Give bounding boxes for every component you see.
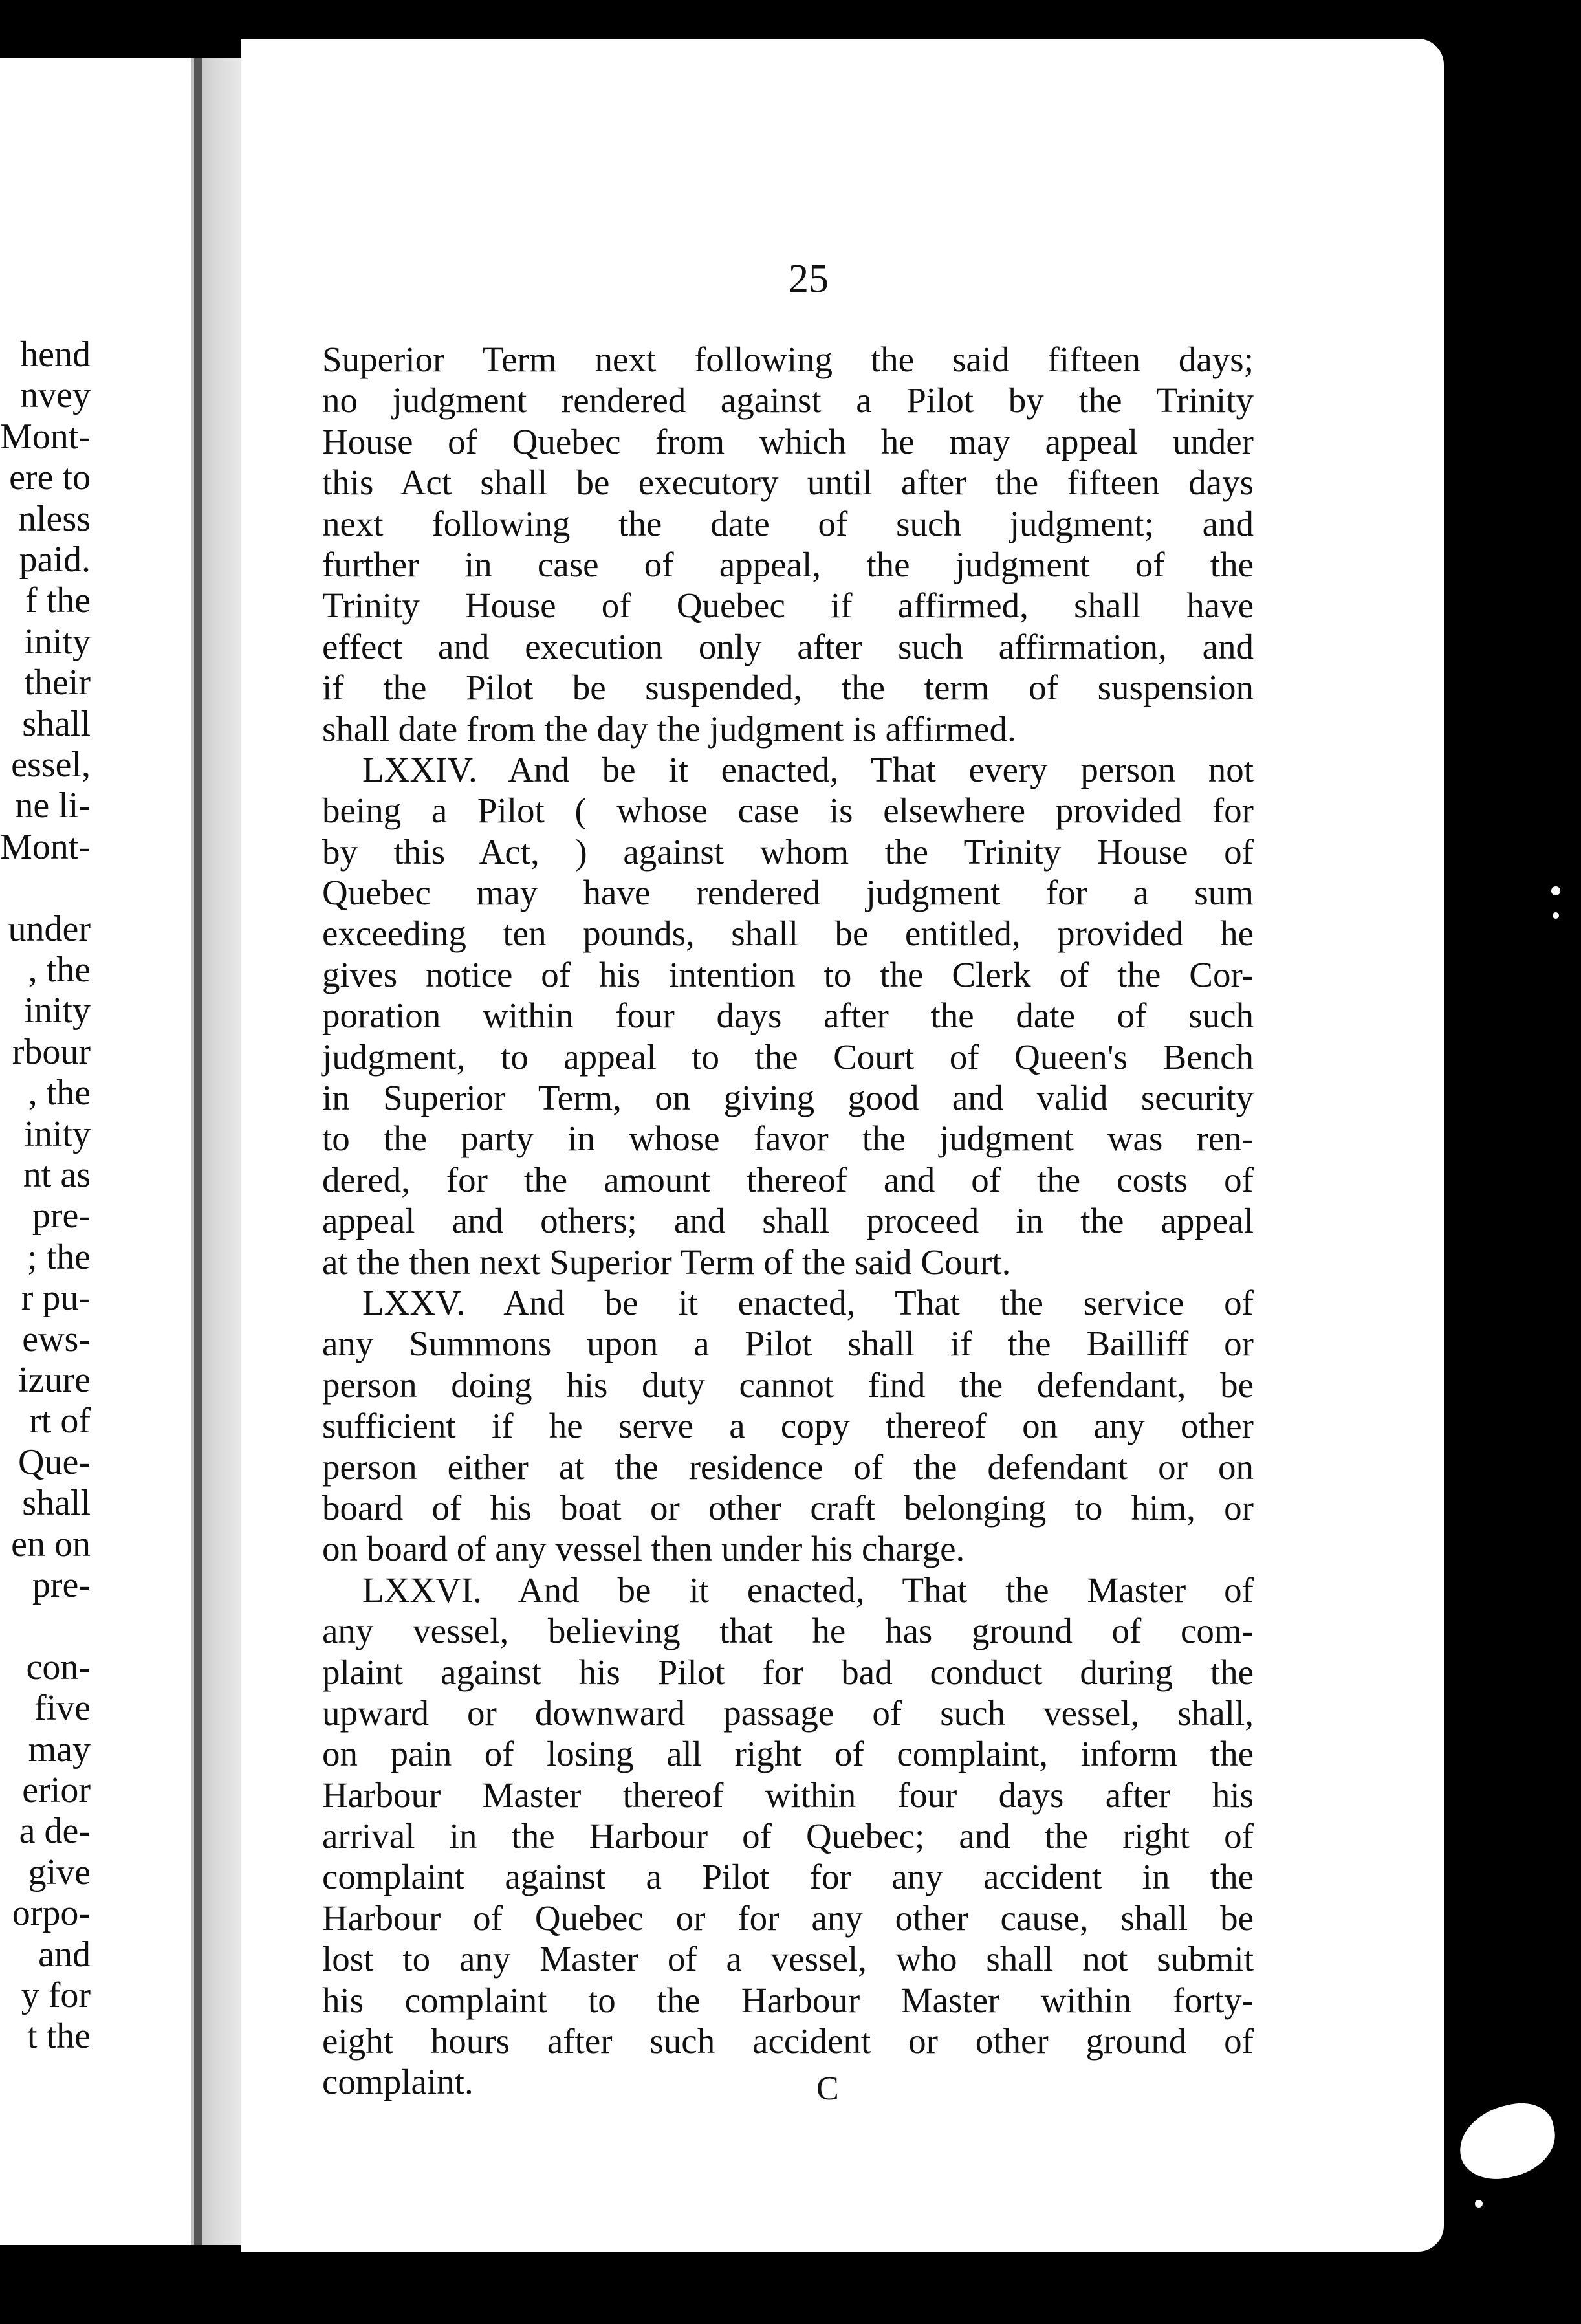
text-line: complaint against a Pilot for any accident in the (322, 1857, 1254, 1897)
text-line: Superior Term next following the said fifteen days; (322, 340, 1254, 379)
previous-page-fragment: hend (20, 334, 91, 375)
previous-page-fragment: paid. (19, 540, 91, 580)
text-line: judgment, to appeal to the Court of Queen's Bench (322, 1036, 1254, 1077)
previous-page-fragment: , the (28, 1073, 91, 1113)
text-line: upward or downward passage of such vessel, shall, (322, 1693, 1254, 1733)
section-opening-line: LXXV. And be it enacted, That the service of (362, 1282, 1254, 1322)
text-line: sufficient if he serve a copy thereof on any other (322, 1406, 1254, 1446)
speck (1553, 912, 1559, 919)
text-line: this Act shall be executory until after the fifteen days (322, 463, 1254, 503)
text-line: at the then next Superior Term of the said Court. (322, 1242, 1011, 1282)
text-line: person either at the residence of the defendant or on (322, 1447, 1254, 1487)
text-line: next following the date of such judgment; and (322, 503, 1254, 543)
text-line: poration within four days after the date of such (322, 996, 1254, 1036)
text-line: Trinity House of Quebec if affirmed, shall have (322, 586, 1254, 626)
text-line: being a Pilot ( whose case is elsewhere provided for (322, 791, 1254, 831)
text-line: on board of any vessel then under his charge. (322, 1529, 965, 1569)
text-line: plaint against his Pilot for bad conduct during the (322, 1652, 1254, 1692)
text-line: dered, for the amount thereof and of the costs of (322, 1159, 1254, 1200)
body-text (322, 339, 1254, 2103)
previous-page-fragment: ews- (22, 1319, 91, 1359)
previous-page-fragment: pre- (32, 1196, 91, 1236)
previous-page-fragment: izure (18, 1360, 91, 1400)
text-line: Harbour of Quebec or for any other cause, shall be (322, 1898, 1254, 1938)
text-line: effect and execution only after such affirmation, and (322, 626, 1254, 666)
text-line: complaint. (322, 2062, 474, 2102)
previous-page-fragment: shall (22, 1483, 91, 1524)
text-line: any vessel, believing that he has ground of com- (322, 1611, 1254, 1651)
previous-page-fragment: give (28, 1852, 91, 1892)
previous-page-fragment: t the (27, 2016, 91, 2057)
previous-page-fragment: ere to (9, 457, 91, 498)
paper-fragment (1452, 2097, 1562, 2187)
speck (1551, 886, 1560, 895)
text-line: gives notice of his intention to the Clerk of the Cor- (322, 954, 1254, 994)
section-opening-line: LXXVI. And be it enacted, That the Master of (362, 1570, 1254, 1610)
previous-page-fragment: rt of (29, 1401, 91, 1442)
previous-page-fragment: ne li- (15, 785, 91, 826)
previous-page-fragment: Mont- (0, 826, 91, 867)
text-line: lost to any Master of a vessel, who shall not submit (322, 1939, 1254, 1979)
previous-page-fragment: a de- (19, 1811, 91, 1852)
previous-page-fragment: Que- (18, 1442, 91, 1482)
text-line: if the Pilot be suspended, the term of suspension (322, 668, 1254, 708)
text-line: board of his boat or other craft belonging to him, or (322, 1487, 1254, 1528)
previous-page-fragment: en on (11, 1524, 91, 1564)
previous-page-fragment: and (38, 1934, 91, 1975)
text-line: any Summons upon a Pilot shall if the Bailliff or (322, 1324, 1254, 1364)
previous-page-fragment: , the (28, 950, 91, 990)
text-line: in Superior Term, on giving good and valid security (322, 1078, 1254, 1118)
text-line: eight hours after such accident or other ground of (322, 2021, 1254, 2061)
previous-page-fragment: inity (24, 1113, 91, 1154)
gutter-shadow (194, 58, 202, 2245)
text-line: to the party in whose favor the judgment was ren- (322, 1119, 1254, 1159)
previous-page-fragment: y for (21, 1975, 91, 2015)
text-line: House of Quebec from which he may appeal under (322, 421, 1254, 461)
previous-page-fragment: essel, (11, 745, 91, 785)
previous-page-fragment: their (24, 663, 91, 703)
text-line: Harbour Master thereof within four days after his (322, 1775, 1254, 1815)
previous-page-edge (0, 58, 194, 2245)
text-line: Quebec may have rendered judgment for a sum (322, 873, 1254, 913)
signature-mark: C (816, 2070, 839, 2107)
speck (1475, 2200, 1483, 2208)
previous-page-fragment: con- (26, 1647, 91, 1687)
previous-page-fragment: nt as (23, 1155, 91, 1195)
text-line: no judgment rendered against a Pilot by the Trinity (322, 380, 1254, 421)
text-line: appeal and others; and shall proceed in the appeal (322, 1201, 1254, 1241)
previous-page-fragment: orpo- (12, 1893, 91, 1934)
previous-page-fragment: inity (24, 621, 91, 662)
text-line: further in case of appeal, the judgment of the (322, 544, 1254, 584)
text-line: his complaint to the Harbour Master within forty- (322, 1980, 1254, 2020)
previous-page-fragment: r pu- (21, 1278, 91, 1319)
previous-page-fragment: pre- (32, 1565, 91, 1605)
text-line: shall date from the day the judgment is affirmed. (322, 708, 1016, 749)
page-number: 25 (789, 257, 829, 301)
previous-page-fragment: nless (18, 498, 91, 539)
text-line: arrival in the Harbour of Quebec; and the right of (322, 1816, 1254, 1856)
text-line: exceeding ten pounds, shall be entitled, provided he (322, 914, 1254, 954)
text-line: by this Act, ) against whom the Trinity House of (322, 831, 1254, 872)
previous-page-fragment: erior (22, 1770, 91, 1810)
previous-page-fragment: nvey (20, 375, 91, 416)
previous-page-fragment: under (8, 908, 91, 949)
text-line: person doing his duty cannot find the defendant, be (322, 1365, 1254, 1405)
previous-page-fragment: inity (24, 991, 91, 1031)
previous-page-fragment: may (28, 1729, 91, 1770)
previous-page-fragment: five (34, 1688, 91, 1729)
text-line: on pain of losing all right of complaint, inform the (322, 1734, 1254, 1774)
previous-page-fragment: ; the (27, 1236, 91, 1277)
previous-page-fragment: shall (22, 703, 91, 744)
section-opening-line: LXXIV. And be it enacted, That every person not (362, 749, 1254, 789)
previous-page-fragment: rbour (12, 1031, 91, 1072)
previous-page-fragment: f the (25, 580, 91, 621)
previous-page-fragment: Mont- (0, 416, 91, 457)
